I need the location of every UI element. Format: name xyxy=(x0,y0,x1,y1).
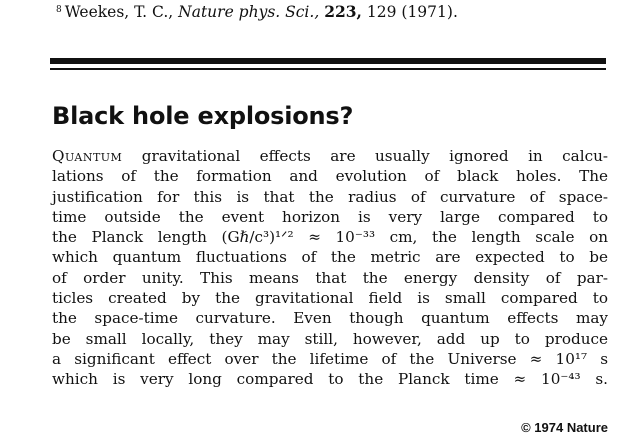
body-line: which is very long compared to the Planck time ≈ 10⁻⁴³ s. xyxy=(52,370,608,389)
body-line: a significant effect over the lifetime of the Universe ≈ 10¹⁷ s xyxy=(52,349,608,368)
body-line: which quantum fluctuations of the metric are expected to be xyxy=(52,248,608,267)
body-line-text: gravitational effects are usually ignored in calcu- xyxy=(122,147,608,165)
body-line: the Planck length (Gℏ/c³)¹ᐟ² ≈ 10⁻³³ cm, the length scale on xyxy=(52,228,608,247)
body-line: ticles created by the gravitational field is small compared to xyxy=(52,289,608,308)
reference-page-year: 129 (1971). xyxy=(366,3,458,21)
reference-number: 8 xyxy=(56,5,62,15)
body-line: lations of the formation and evolution of black holes. The xyxy=(52,167,608,186)
body-line: justification for this is that the radius of curvature of space- xyxy=(52,187,608,206)
reference-authors: Weekes, T. C., xyxy=(64,3,174,21)
article-body xyxy=(52,146,608,390)
body-line: be small locally, they may still, however, add up to produce xyxy=(52,329,608,348)
divider-thin xyxy=(50,68,606,70)
reference-volume: 223, xyxy=(324,2,362,21)
reference-journal: Nature phys. Sci., xyxy=(178,3,320,21)
body-line xyxy=(52,146,608,166)
divider-thick xyxy=(50,58,606,64)
body-line: the space-time curvature. Even though quantum effects may xyxy=(52,309,608,328)
reference-citation xyxy=(56,0,458,22)
copyright-credit: © 1974 Nature xyxy=(521,420,608,435)
article-title: Black hole explosions? xyxy=(52,102,354,130)
lead-word: Quantum xyxy=(52,147,123,165)
body-line: of order unity. This means that the energy density of par- xyxy=(52,268,608,287)
body-line: time outside the event horizon is very large compared to xyxy=(52,207,608,226)
